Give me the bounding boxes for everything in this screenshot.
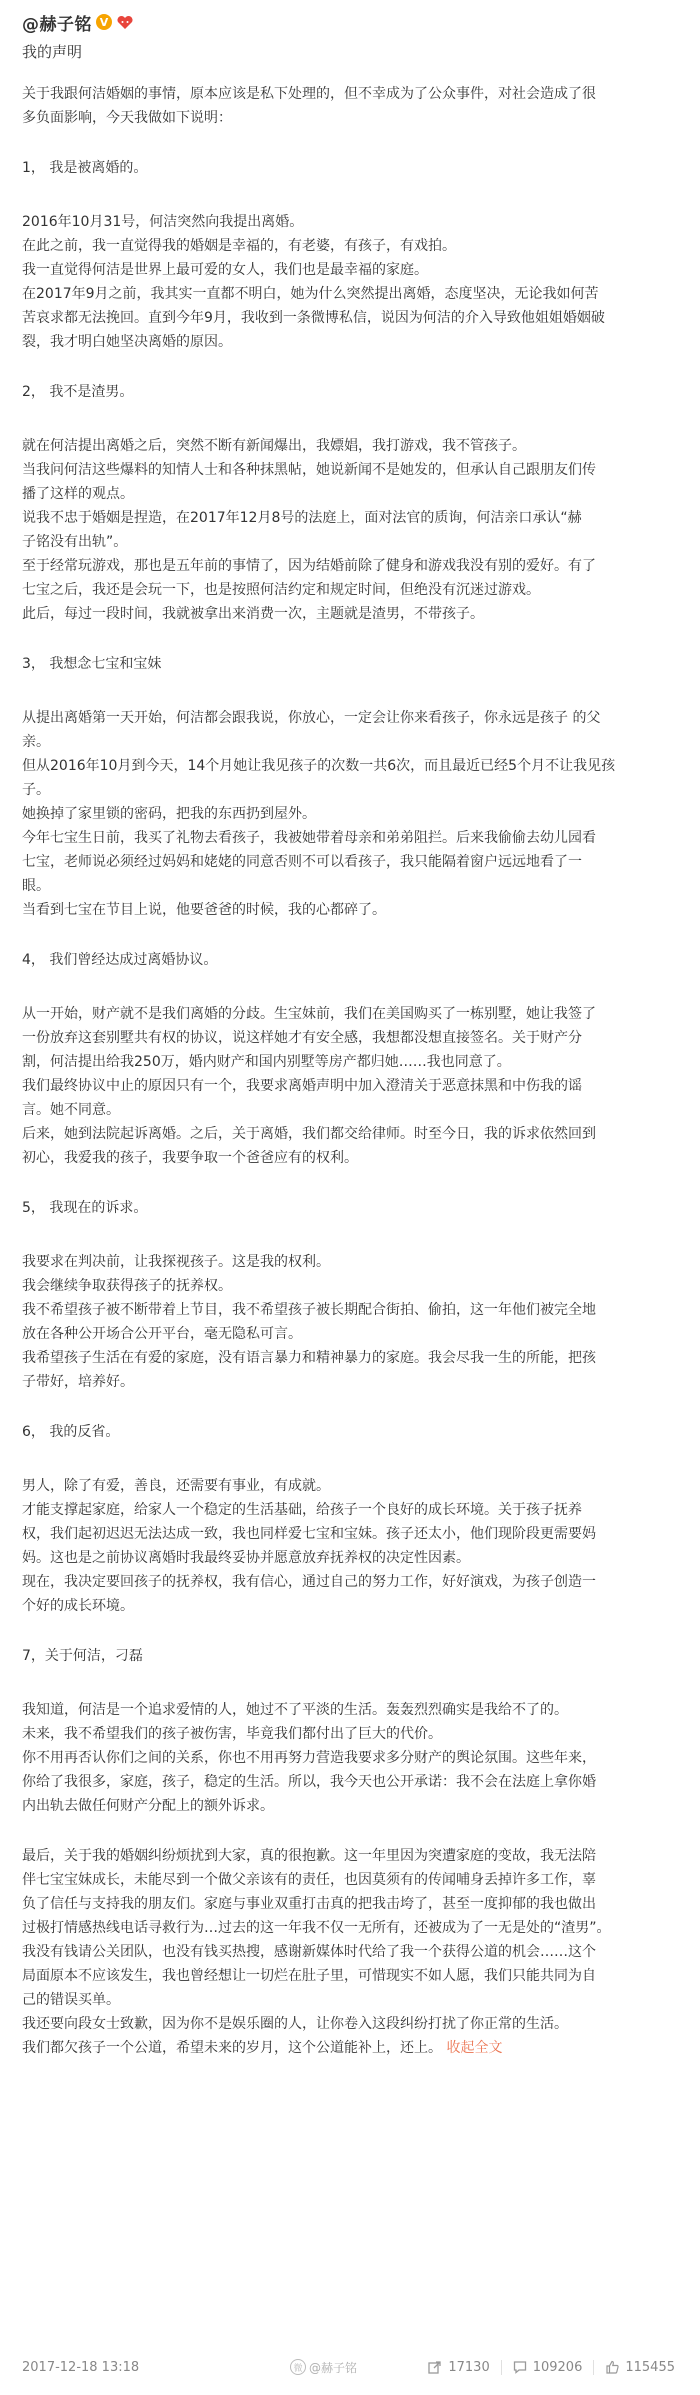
text-line: 苦哀求都无法挽回。直到今年9月，我收到一条微博私信，说因为何洁的介入导致他姐姐婚姻破 [22,310,605,326]
text-line: 在2017年9月之前，我其实一直都不明白，她为什么突然提出离婚，态度坚决，无论我如何苦 [22,286,599,302]
share-count: 17130 [448,2359,490,2375]
text-line: 今年七宝生日前，我买了礼物去看孩子，我被她带着母亲和弟弟阻拦。后来我偷偷去幼儿园看 [22,830,596,846]
text-line: 7，关于何洁，刁磊 [22,1648,143,1664]
text-line: 负了信任与支持我的朋友们。家庭与事业双重打击真的把我击垮了，甚至一度抑郁的我也做出 [22,1896,596,1912]
text-line: 七宝之后，我还是会玩一下，也是按照何洁约定和规定时间，但绝没有沉迷过游戏。 [22,582,540,598]
text-line: 我会继续争取获得孩子的抚养权。 [22,1278,232,1294]
text-line: 后来，她到法院起诉离婚。之后，关于离婚，我们都交给律师。时至今日，我的诉求依然回到 [22,1126,596,1142]
text-line: 言。她不同意。 [22,1102,120,1118]
paragraph [22,1844,678,2060]
section-heading [22,652,678,676]
post-timestamp[interactable]: 2017-12-18 13:18 [22,2359,140,2375]
watermark-text: @赫子铭 [309,2360,358,2375]
text-line: 我希望孩子生活在有爱的家庭，没有语言暴力和精神暴力的家庭。我会尽我一生的所能，把孩 [22,1350,596,1366]
text-line: 子铭没有出轨”。 [22,534,128,550]
text-line: 就在何洁提出离婚之后，突然不断有新闻爆出，我嫖娼，我打游戏，我不管孩子。 [22,438,526,454]
text-line-with-link [22,2036,678,2060]
text-line: 现在，我决定要回孩子的抚养权，我有信心，通过自己的努力工作，好好演戏，为孩子创造一 [22,1574,596,1590]
text-line: 放在各种公开场合公开平台，毫无隐私可言。 [22,1326,302,1342]
text-line: 关于我跟何洁婚姻的事情，原本应该是私下处理的，但不幸成为了公众事件，对社会造成了很 [22,86,596,102]
text-line: 七宝，老师说必须经过妈妈和姥姥的同意否则不可以看孩子，我只能隔着窗户远远地看了一 [22,854,582,870]
text-line: 我不希望孩子被不断带着上节目，我不希望孩子被长期配合街拍、偷拍，这一年他们被完全地 [22,1302,596,1318]
text-line: 4， 我们曾经达成过离婚协议。 [22,952,218,968]
text-line: 播了这样的观点。 [22,486,134,502]
text-line: 过极打情感热线电话寻救行为…过去的这一年我不仅一无所有，还被成为了一无是处的“渣男”。 [22,1920,611,1936]
comment-count: 109206 [532,2359,583,2375]
text-line: 多负面影响，今天我做如下说明： [22,110,232,126]
text-line: 我一直觉得何洁是世界上最可爱的女人，我们也是最幸福的家庭。 [22,262,428,278]
text-line: 权，我们起初迟迟无法达成一致，我也同样爱七宝和宝妹。孩子还太小，他们现阶段更需要妈 [22,1526,596,1542]
text-line: 当我问何洁这些爆料的知情人士和各种抹黑帖，她说新闻不是她发的，但承认自己跟朋友们传 [22,462,596,478]
text-line: 个好的成长环境。 [22,1598,134,1614]
text-line: 她换掉了家里锁的密码，把我的东西扔到屋外。 [22,806,316,822]
paragraph [22,1250,678,1394]
like-count: 115455 [625,2359,675,2375]
text-line: 你不用再否认你们之间的关系，你也不用再努力营造我要求多分财产的舆论氛围。这些年来， [22,1750,596,1766]
text-line: 初心，我爱我的孩子，我要争取一个爸爸应有的权利。 [22,1150,358,1166]
text-line: 从一开始，财产就不是我们离婚的分歧。生宝妹前，我们在美国购买了一栋别墅，她让我签了 [22,1006,596,1022]
text-line: 我要求在判决前，让我探视孩子。这是我的权利。 [22,1254,330,1270]
text-line: 至于经常玩游戏，那也是五年前的事情了，因为结婚前除了健身和游戏我没有别的爱好。有了 [22,558,596,574]
paragraph [22,434,678,626]
post-footer [22,2352,686,2382]
post-content [22,82,678,2060]
section-heading [22,1644,678,1668]
like-icon [605,2360,619,2374]
text-line: 2016年10月31号，何洁突然向我提出离婚。 [22,214,304,230]
section-heading [22,156,678,180]
text-line: 子带好，培养好。 [22,1374,134,1390]
text-line: 2， 我不是渣男。 [22,384,134,400]
text-line: 但从2016年10月到今天，14个月她让我见孩子的次数一共6次，而且最近已经5个月不让我见孩 [22,758,616,774]
text-line: 最后，关于我的婚姻纠纷烦扰到大家，真的很抱歉。这一年里因为突遭家庭的变故，我无法陪 [22,1848,596,1864]
text-line: 在此之前，我一直觉得我的婚姻是幸福的，有老婆，有孩子，有戏拍。 [22,238,456,254]
text-line: 内出轨去做任何财产分配上的额外诉求。 [22,1798,274,1814]
paragraph [22,1698,678,1818]
section-heading [22,948,678,972]
heart-badge-icon [115,14,135,30]
text-line: 我还要向段女士致歉，因为你不是娱乐圈的人，让你卷入这段纠纷打扰了你正常的生活。 [22,2016,568,2032]
text-line: 从提出离婚第一天开始，何洁都会跟我说，你放心，一定会让你来看孩子，你永远是孩子 的父 [22,710,601,726]
paragraph [22,210,678,354]
text-line: 局面原本不应该发生，我也曾经想让一切烂在肚子里，可惜现实不如人愿，我们只能共同为自 [22,1968,596,1984]
share-button[interactable] [417,2360,500,2375]
text-line: 6， 我的反省。 [22,1424,120,1440]
text-line: 我知道，何洁是一个追求爱情的人，她过不了平淡的生活。轰轰烈烈确实是我给不了的。 [22,1702,568,1718]
weibo-logo-icon: 微 [290,2359,306,2375]
weibo-watermark [290,2359,357,2376]
text-line: 男人，除了有爱，善良，还需要有事业，有成就。 [22,1478,330,1494]
post-title: 我的声明 [22,43,83,61]
verified-badge-icon: V [96,14,112,30]
text-line: 亲。 [22,734,50,750]
text-line: 未来，我不希望我们的孩子被伤害，毕竟我们都付出了巨大的代价。 [22,1726,442,1742]
section-heading [22,380,678,404]
text-line: 才能支撑起家庭，给家人一个稳定的生活基础，给孩子一个良好的成长环境。关于孩子抚养 [22,1502,582,1518]
text-line: 己的错误买单。 [22,1992,120,2008]
text-line: 此后，每过一段时间，我就被拿出来消费一次，主题就是渣男，不带孩子。 [22,606,484,622]
text-line: 5， 我现在的诉求。 [22,1200,148,1216]
comment-button[interactable] [501,2360,594,2375]
paragraph [22,706,678,922]
post-actions [417,2360,686,2375]
text-line: 伴七宝宝妹成长，未能尽到一个做父亲该有的责任，也因莫须有的传闻哺身丢掉许多工作，辜 [22,1872,596,1888]
text-line: 我们最终协议中止的原因只有一个，我要求离婚声明中加入澄清关于恶意抹黑和中伤我的谣 [22,1078,582,1094]
text-line: 1， 我是被离婚的。 [22,160,148,176]
section-heading [22,1196,678,1220]
text-line: 你给了我很多，家庭，孩子，稳定的生活。所以，我今天也公开承诺：我不会在法庭上拿你婚 [22,1774,596,1790]
text-line: 3， 我想念七宝和宝妹 [22,656,162,672]
text-line: 妈。这也是之前协议离婚时我最终妥协并愿意放弃抚养权的决定性因素。 [22,1550,470,1566]
text-line: 裂，我才明白她坚决离婚的原因。 [22,334,232,350]
section-heading [22,1420,678,1444]
paragraph [22,1002,678,1170]
post-header [22,0,678,40]
like-button[interactable] [593,2360,686,2375]
text-line: 我没有钱请公关团队，也没有钱买热搜，感谢新媒体时代给了我一个获得公道的机会……这个 [22,1944,596,1960]
text-line: 子。 [22,782,50,798]
text-line: 眼。 [22,878,50,894]
paragraph [22,82,678,130]
author-handle[interactable]: @赫子铭 [22,14,92,35]
share-icon [428,2360,442,2374]
collapse-text-link[interactable]: 收起全文 [446,2040,503,2056]
text-line: 割，何洁提出给我250万，婚内财产和国内别墅等房产都归她……我也同意了。 [22,1054,511,1070]
comment-icon [513,2360,527,2374]
paragraph [22,1474,678,1618]
text-line: 当看到七宝在节目上说，他要爸爸的时候，我的心都碎了。 [22,902,386,918]
text-line: 我们都欠孩子一个公道，希望未来的岁月，这个公道能补上，还上。 [22,2040,442,2056]
text-line: 说我不忠于婚姻是捏造，在2017年12月8号的法庭上，面对法官的质询，何洁亲口承认“赫 [22,510,582,526]
text-line: 一份放弃这套别墅共有权的协议，说这样她才有安全感，我想都没想直接签名。关于财产分 [22,1030,582,1046]
